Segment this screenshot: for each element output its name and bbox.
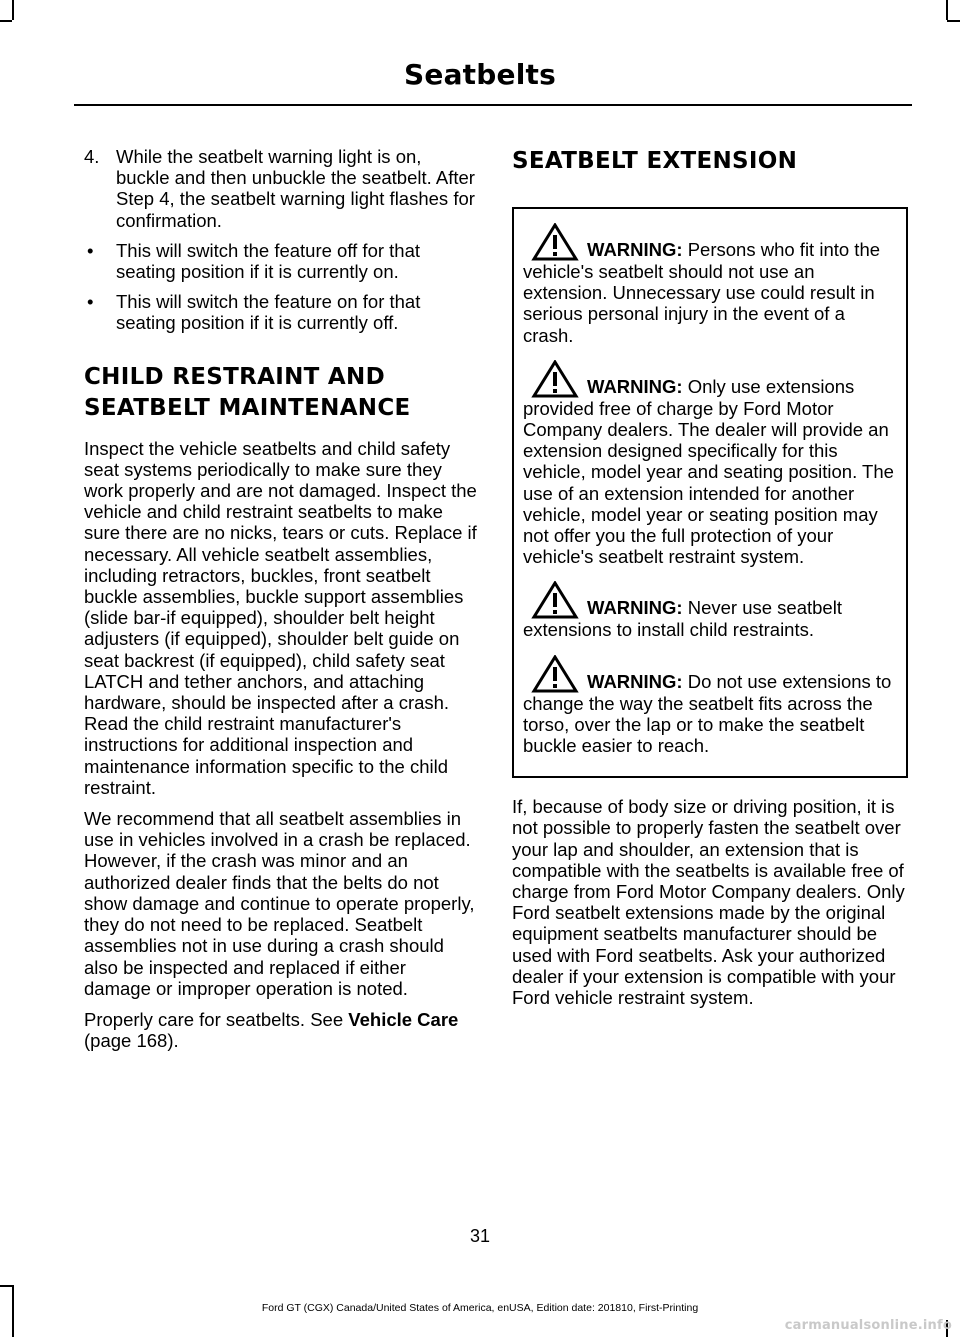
numbered-step	[84, 146, 477, 231]
list-item	[84, 291, 477, 333]
paragraph: Inspect the vehicle seatbelts and child safety seat systems periodically to make sure they work properly and are not damaged. Inspect the vehicle and child restraint seatbelts to make sure there are no nicks, tears or cuts. Replace if necessary. All vehicle seatbelt assemblies, including retractors, buckles, front seatbelt buckle assemblies, buckle support assemblies (slide bar-if equipped), shoulder belt height adjusters (if equipped), shoulder belt guide on seat backrest (if equipped), child safety seat LATCH and tether anchors, and attaching hardware, should be inspected after a crash. Read the child restraint manufacturer's instructions for additional inspection and maintenance information specific to the child restraint.	[84, 437, 477, 798]
vehicle-care-link[interactable]: Vehicle Care	[348, 1008, 459, 1030]
bullet-text: This will switch the feature on for that seating position if it is currently off.	[116, 291, 421, 334]
warning-label: WARNING:	[587, 597, 683, 619]
section-heading-extension: SEATBELT EXTENSION	[512, 148, 798, 174]
step-text: While the seatbelt warning light is on, buckle and then unbuckle the seatbelt. After Step 4, the seatbelt warning light flashes for confirmation.	[116, 146, 475, 231]
warning-triangle-icon	[531, 581, 579, 619]
heading-line: CHILD RESTRAINT AND	[84, 363, 385, 390]
page-number: 31	[469, 1226, 491, 1246]
paragraph: If, because of body size or driving position, it is not possible to properly fasten the seatbelt over your lap and shoulder, an extension that is compatible with the seatbelts is available free of charge from Ford Motor Company dealers. Only Ford seatbelt extensions made by the original equipment seatbelts manufacturer should be used with Ford seatbelts. Ask your authorized dealer if your extension is compatible with your Ford vehicle restraint system.	[512, 796, 905, 1009]
warning-item	[523, 223, 898, 346]
warning-text: Persons who fit into the vehicle's seatbelt should not use an extension. Unnecessary use could result in serious personal injury in the event of a crash.	[523, 239, 881, 346]
crop-mark	[946, 0, 948, 20]
warning-triangle-icon	[531, 223, 579, 261]
step-number: 4.	[84, 146, 100, 167]
warning-item	[523, 581, 898, 640]
care-paragraph	[84, 1009, 477, 1051]
crop-mark	[947, 20, 960, 22]
warning-text: Only use extensions provided free of charge by Ford Motor Company dealers. The dealer will provide an extension designed specifically for this vehicle, model year and seating position. The use of an extension intended for another vehicle, model year or seating position may not offer you the full protection of your vehicle's seatbelt restraint system.	[523, 375, 894, 568]
header-divider	[74, 104, 912, 106]
right-column	[512, 146, 908, 1018]
bullet-marker: •	[87, 291, 94, 313]
left-column	[84, 146, 477, 1061]
crop-mark	[12, 0, 14, 20]
warning-label: WARNING:	[587, 670, 683, 692]
bullet-text: This will switch the feature off for that seating position if it is currently on.	[116, 239, 421, 283]
warning-text: Never use seatbelt extensions to install child restraints.	[523, 597, 842, 641]
warning-triangle-icon	[531, 655, 579, 693]
warning-item	[523, 360, 898, 568]
section-heading-maintenance	[84, 362, 477, 424]
heading-line: SEATBELT MAINTENANCE	[84, 394, 411, 421]
crop-mark	[0, 20, 12, 22]
care-page-ref: (page 168).	[84, 1030, 179, 1052]
page-header-title: Seatbelts	[404, 58, 556, 91]
paragraph: We recommend that all seatbelt assemblies in use in vehicles involved in a crash be replaced. However, if the crash was minor and an authorized dealer finds that the belts do not show damage and continue to operate properly, they do not need to be replaced. Seatbelt assemblies not in use during a crash should also be inspected and replaced if either damage or improper operation is noted.	[84, 808, 475, 999]
care-text: Properly care for seatbelts. See	[84, 1008, 349, 1030]
warning-item	[523, 655, 898, 757]
watermark: carmanualsonline.info	[784, 1318, 952, 1333]
warning-text: Do not use extensions to change the way the seatbelt fits across the torso, over the lap or to make the seatbelt buckle easier to reach.	[523, 670, 892, 757]
warning-label: WARNING:	[587, 375, 683, 397]
warning-box	[512, 207, 908, 778]
footer-edition-info: Ford GT (CGX) Canada/United States of America, enUSA, Edition date: 201810, First-Printing	[261, 1302, 699, 1314]
list-item	[84, 240, 477, 282]
crop-mark	[0, 1285, 12, 1287]
bullet-marker: •	[87, 239, 94, 261]
warning-triangle-icon	[531, 360, 579, 398]
warning-label: WARNING:	[587, 239, 683, 260]
